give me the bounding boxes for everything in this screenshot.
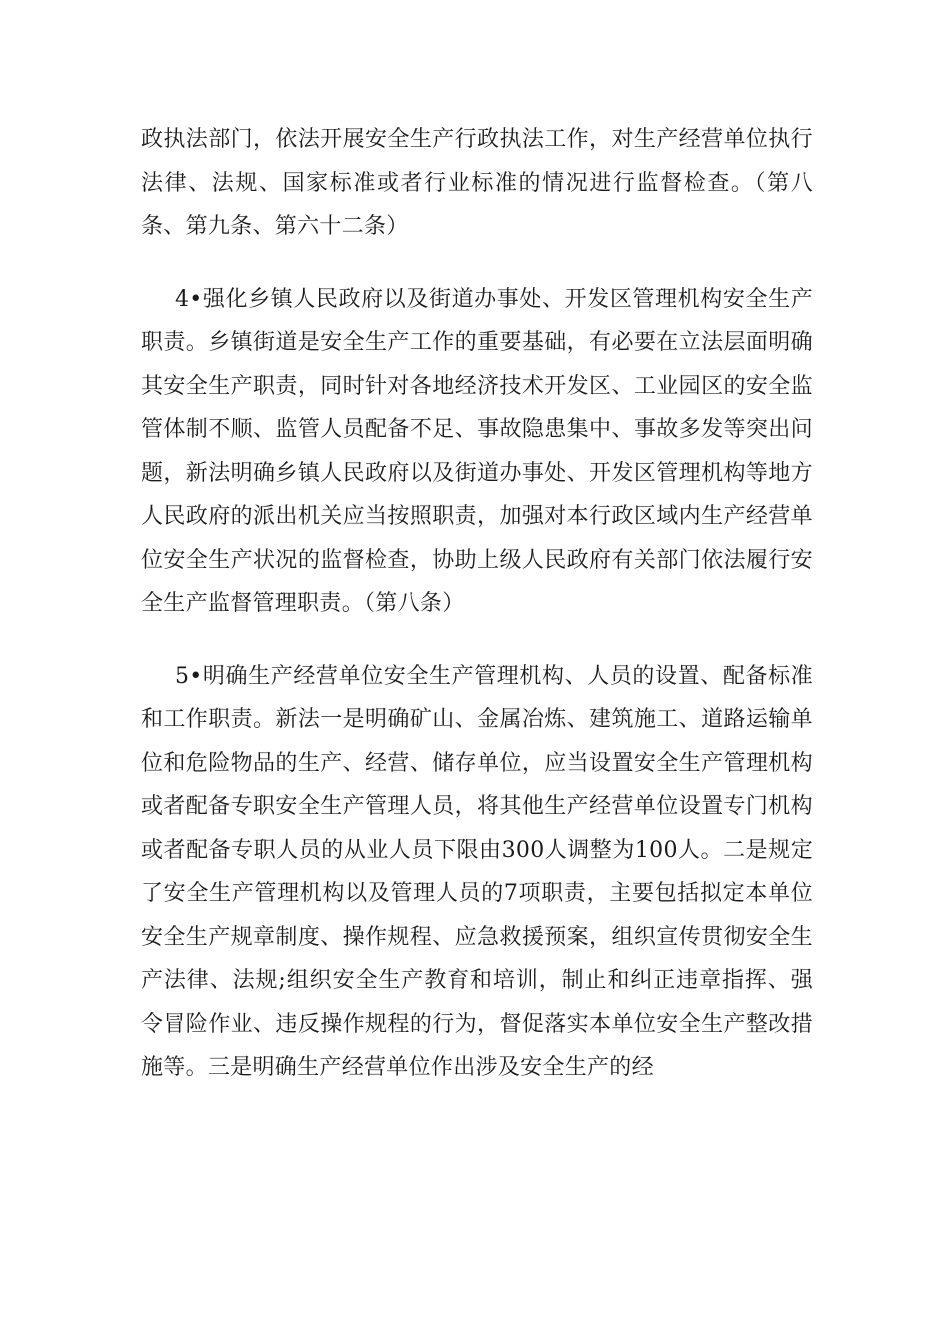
- paragraph-spacer: [141, 626, 813, 655]
- paragraph-item-4: 4•强化乡镇人民政府以及街道办事处、开发区管理机构安全生产职责。乡镇街道是安全生产工作的重要基础，有必要在立法层面明确其安全生产职责，同时针对各地经济技术开发区、工业园区的安全监管体制不顺、监管人员配备不足、事故隐患集中、事故多发等突出问题，新法明确乡镇人民政府以及街道办事处、开发区管理机构等地方人民政府的派出机关应当按照职责，加强对本行政区域内生产经营单位安全生产状况的监督检查，协助上级人民政府有关部门依法履行安全生产监督管理职责。（第八条）: [141, 286, 813, 616]
- document-body: [141, 118, 813, 1090]
- paragraph-item-5: 5•明确生产经营单位安全生产管理机构、人员的设置、配备标准和工作职责。新法一是明确矿山、金属冶炼、建筑施工、道路运输单位和危险物品的生产、经营、储存单位，应当设置安全生产管理机构或者配备专职安全生产管理人员，将其他生产经营单位设置专门机构或者配备专职人员的从业人员下限由300人调整为100人。二是规定了安全生产管理机构以及管理人员的7项职责，主要包括拟定本单位安全生产规章制度、操作规程、应急救援预案，组织宣传贯彻安全生产法律、法规;组织安全生产教育和培训，制止和纠正违章指挥、强令冒险作业、违反操作规程的行为，督促落实本单位安全生产整改措施等。三是明确生产经营单位作出涉及安全生产的经: [141, 663, 813, 1080]
- paragraph-spacer: [141, 249, 813, 278]
- paragraph-continuation: 政执法部门，依法开展安全生产行政执法工作，对生产经营单位执行法律、法规、国家标准或者行业标准的情况进行监督检查。（第八条、第九条、第六十二条）: [141, 127, 813, 239]
